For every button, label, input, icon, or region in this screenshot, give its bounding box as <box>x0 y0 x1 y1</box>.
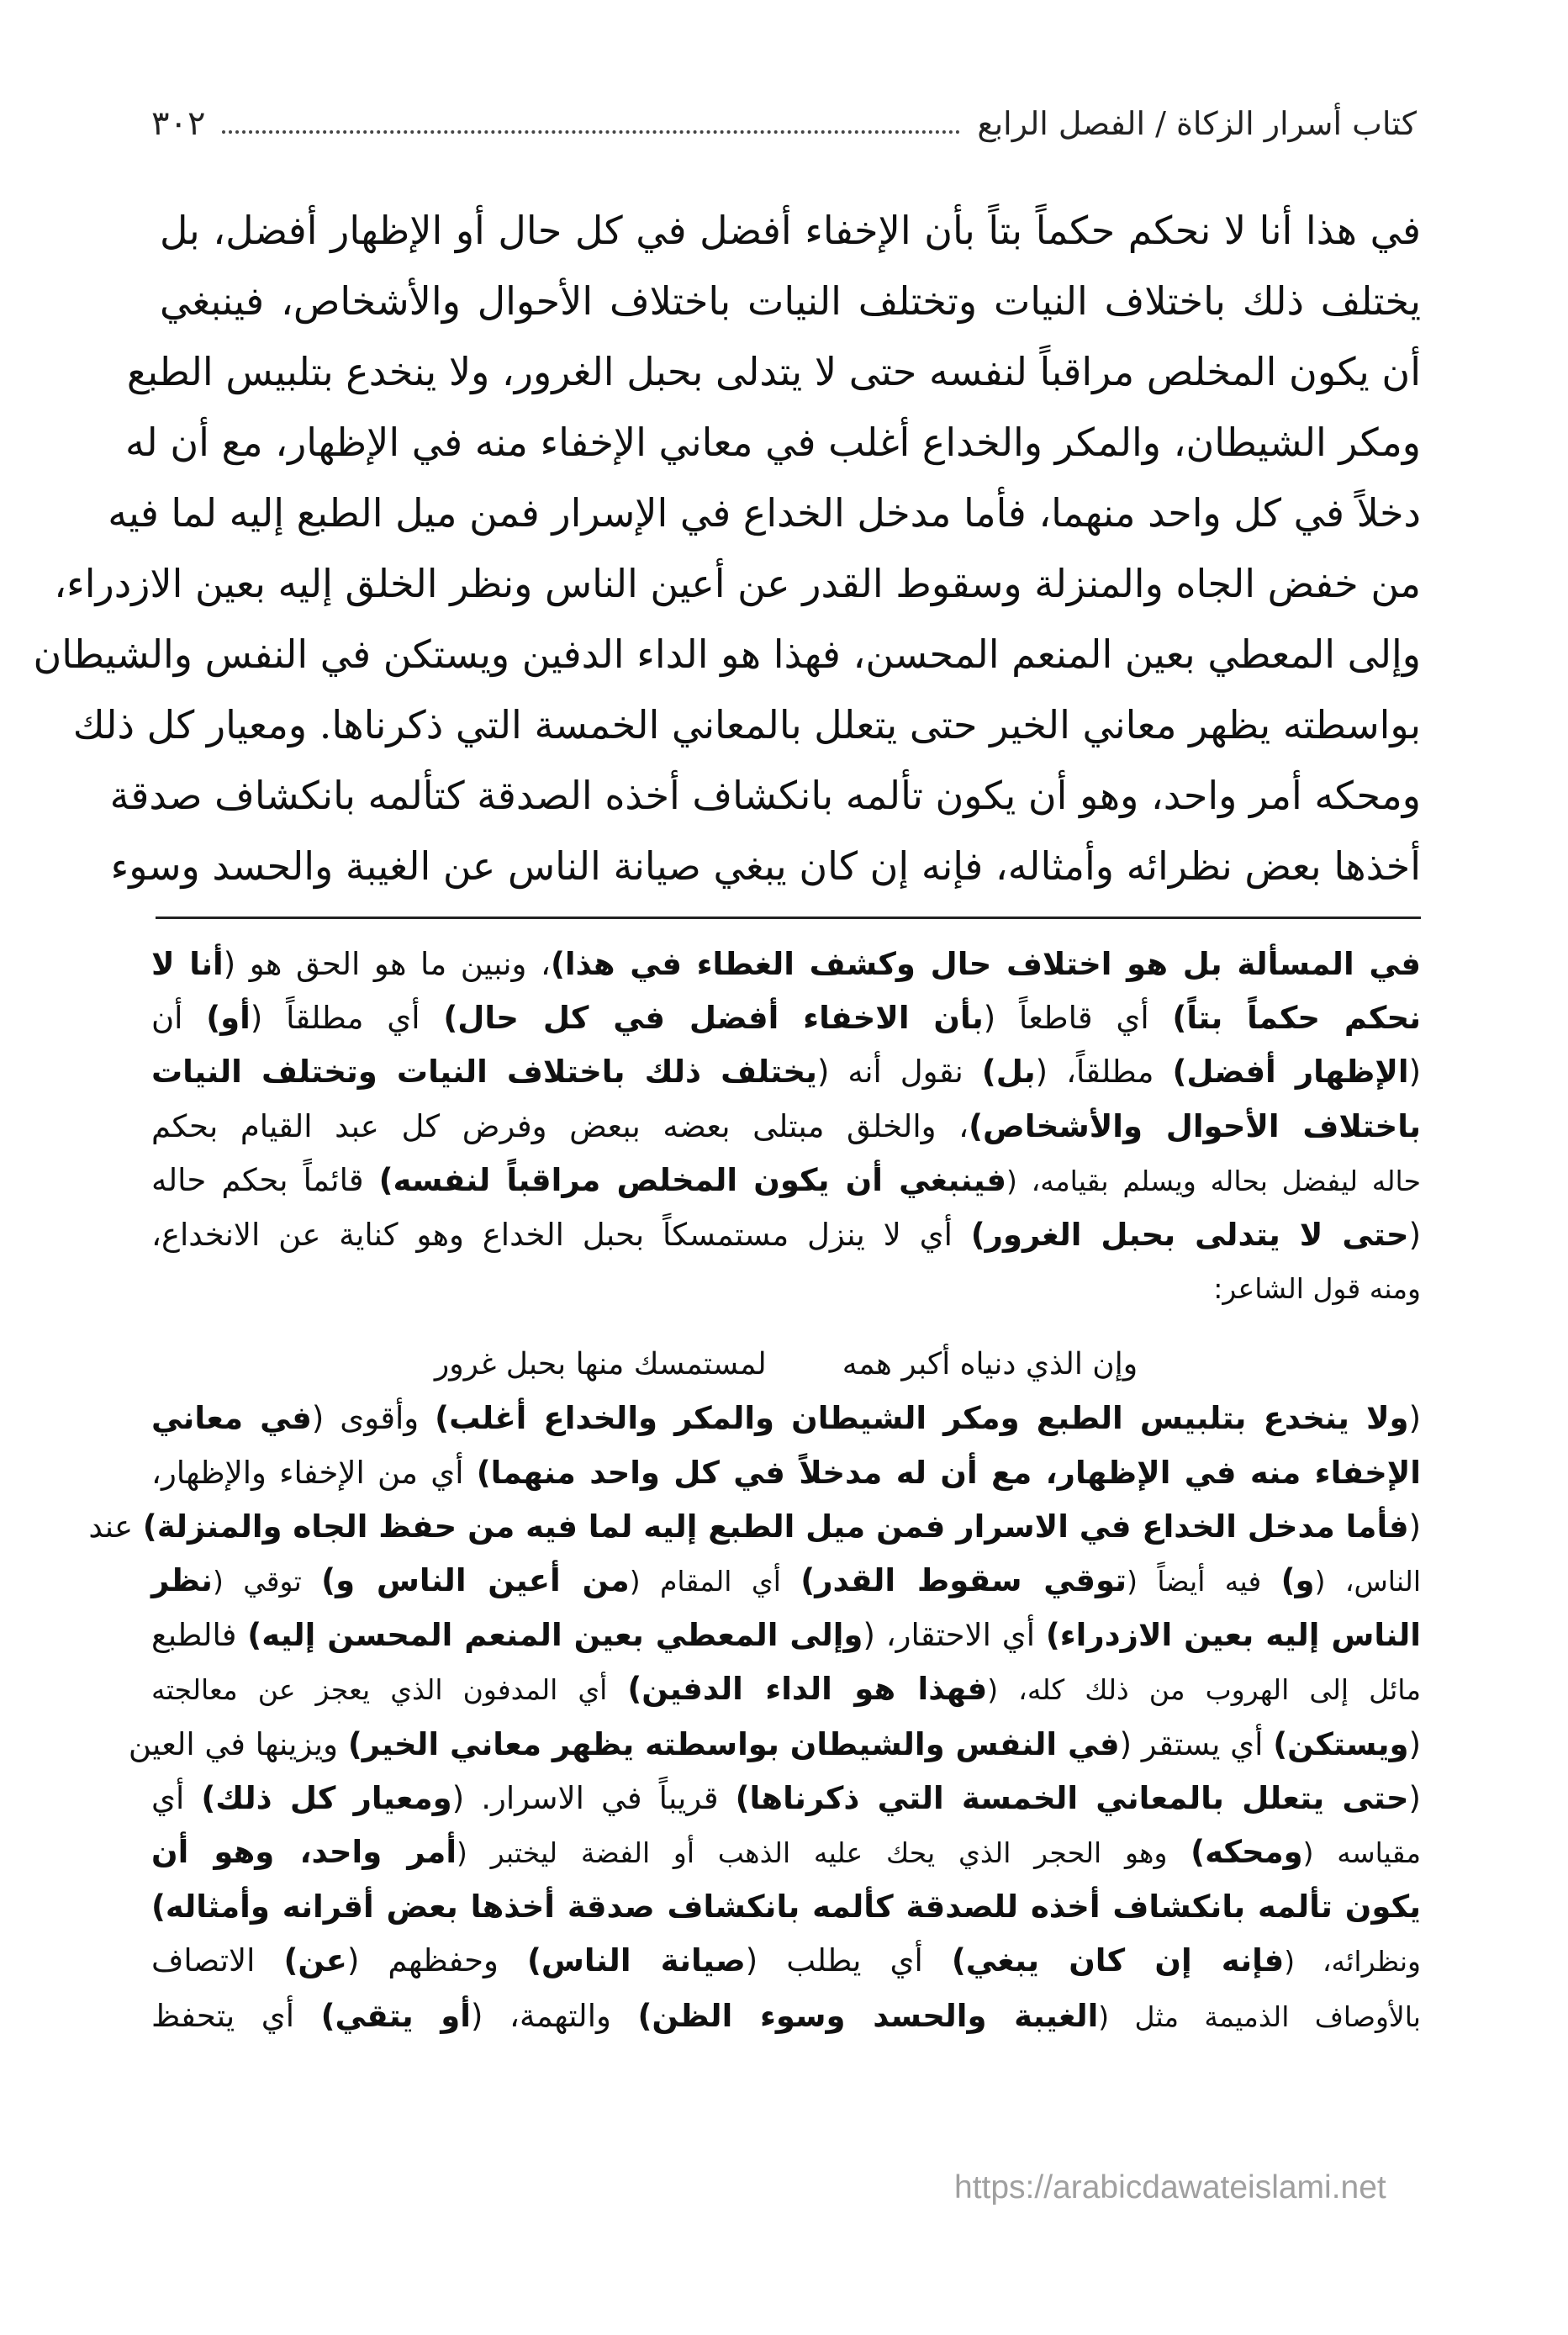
commentary-line: (الإظهار أفضل) مطلقاً، (بل) نقول أنه (يختلف ذلك باختلاف النيات وتختلف النيات <box>151 1054 1421 1091</box>
commentary-line: مقياسه (ومحكه) وهو الحجر الذي يحك عليه الذهب أو الفضة ليختبر (أمر واحد، وهو أن <box>151 1834 1422 1871</box>
running-header <box>151 94 1417 153</box>
main-text-line: في هذا أنا لا نحكم حكماً بتاً بأن الإخفاء أفضل في كل حال أو الإظهار أفضل، بل <box>160 208 1421 253</box>
main-text-line: دخلاً في كل واحد منهما، فأما مدخل الخداع في الإسرار فمن ميل الطبع إليه لما فيه <box>108 490 1421 536</box>
commentary-line: باختلاف الأحوال والأشخاص)، والخلق مبتلى بعضه ببعض وفرض كل عبد القيام بحكم <box>151 1107 1422 1144</box>
commentary-line: مائل إلى الهروب من ذلك كله، (فهذا هو الداء الدفين) أي المدفون الذي يعجز عن معالجته <box>151 1671 1421 1708</box>
main-text-line: ومحكه أمر واحد، وهو أن يكون تألمه بانكشاف أخذه الصدقة كتألمه بانكشاف صدقة <box>109 773 1421 818</box>
commentary-line: (فأما مدخل الخداع في الاسرار فمن ميل الطبع إليه لما فيه من حفظ الجاه والمنزلة) عند <box>88 1508 1421 1545</box>
chapter-title: كتاب أسرار الزكاة / الفصل الرابع <box>977 105 1417 142</box>
commentary-block <box>88 938 1422 2044</box>
commentary-line: نحكم حكماً بتاً) أي قاطعاً (بأن الاخفاء أفضل في كل حال) أي مطلقاً (أو) أن <box>151 1000 1422 1037</box>
main-text-line: يختلف ذلك باختلاف النيات وتختلف النيات باختلاف الأحوال والأشخاص، فينبغي <box>160 278 1421 324</box>
commentary-line: (حتى يتعلل بالمعاني الخمسة التي ذكرناها) قريباً في الاسرار. (ومعيار كل ذلك) أي <box>151 1779 1421 1816</box>
main-text-line: من خفض الجاه والمنزلة وسقوط القدر عن أعين الناس ونظر الخلق إليه بعين الازدراء، <box>54 561 1421 606</box>
page-number: ٣٠٢ <box>151 104 206 143</box>
commentary-line: (ويستكن) أي يستقر (في النفس والشيطان بواسطته يظهر معاني الخير) ويزينها في العين <box>128 1725 1421 1762</box>
poetry-verse <box>151 1316 1421 1392</box>
verse-first-hemistich: وإن الذي دنياه أكبر همه <box>842 1347 1138 1382</box>
main-text-line: وإلى المعطي بعين المنعم المحسن، فهذا هو الداء الدفين ويستكن في النفس والشيطان <box>33 631 1421 677</box>
commentary-line: الناس، (و) فيه أيضاً (توقي سقوط القدر) أي المقام (من أعين الناس و) توقي (نظر <box>151 1562 1422 1599</box>
main-text-line: أخذها بعض نظرائه وأمثاله، فإنه إن كان يبغي صيانة الناس عن الغيبة والحسد وسوء <box>110 843 1421 889</box>
verse-second-hemistich: لمستمسك منها بحبل غرور <box>434 1347 767 1382</box>
commentary-line: الإخفاء منه في الإظهار، مع أن له مدخلاً في كل واحد منهما) أي من الإخفاء والإظهار، <box>151 1454 1421 1491</box>
commentary-line: بالأوصاف الذميمة مثل (الغيبة والحسد وسوء الظن) والتهمة، (أو يتقي) أي يتحفظ <box>151 1997 1421 2034</box>
commentary-line: في المسألة بل هو اختلاف حال وكشف الغطاء في هذا)، ونبين ما هو الحق هو (أنا لا <box>151 946 1421 982</box>
main-text-line: ومكر الشيطان، والمكر والخداع أغلب في معاني الإخفاء منه في الإظهار، مع أن له <box>125 420 1421 465</box>
header-dot-leader <box>222 130 960 134</box>
source-watermark: https://arabicdawateislami.net <box>954 2169 1386 2206</box>
commentary-line: ونظرائه، (فإنه إن كان يبغي) أي يطلب (صيانة الناس) وحفظهم (عن) الاتصاف <box>151 1942 1421 1979</box>
commentary-line: يكون تألمه بانكشاف أخذه للصدقة كألمه بانكشاف صدقة أخذها بعض أقرانه وأمثاله) <box>151 1889 1421 1926</box>
commentary-line: (ولا ينخدع بتلبيس الطبع ومكر الشيطان والمكر والخداع أغلب) وأقوى (في معاني <box>151 1400 1421 1437</box>
commentary-line: الناس إليه بعين الازدراء) أي الاحتقار، (وإلى المعطي بعين المنعم المحسن إليه) فالطبع <box>151 1617 1421 1654</box>
commentary-line: حاله ليفضل بحاله ويسلم بقيامه، (فينبغي أن يكون المخلص مراقباً لنفسه) قائماً بحكم حاله <box>151 1161 1421 1198</box>
footnote-separator <box>156 917 1421 919</box>
main-text-line: بواسطته يظهر معاني الخير حتى يتعلل بالمعاني الخمسة التي ذكرناها. ومعيار كل ذلك <box>72 702 1421 748</box>
commentary-line: ومنه قول الشاعر: <box>1213 1272 1421 1306</box>
main-text-line: أن يكون المخلص مراقباً لنفسه حتى لا يتدلى بحبل الغرور، ولا ينخدع بتلبيس الطبع <box>126 349 1421 394</box>
main-text-block <box>33 195 1421 901</box>
commentary-line: (حتى لا يتدلى بحبل الغرور) أي لا ينزل مستمسكاً بحبل الخداع وهو كناية عن الانخداع، <box>151 1217 1421 1254</box>
